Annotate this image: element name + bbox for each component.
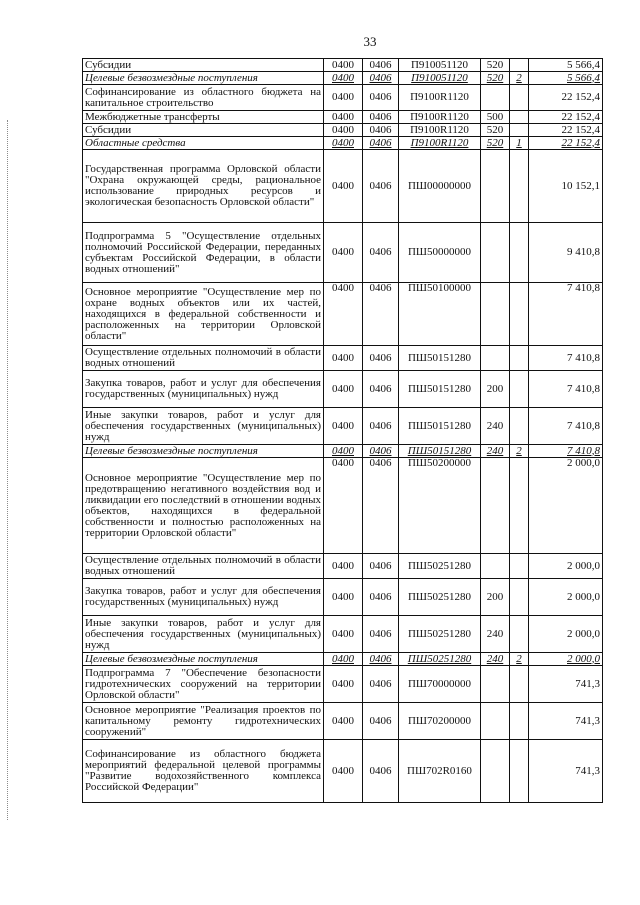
row-name: Государственная программа Орловской области "Охрана окружающей среды, рациональное использование природных ресурсов и экологическая безопасность Орловской области" [83,150,324,223]
row-subsection-code: 0406 [363,85,399,111]
row-funding-source [510,408,529,445]
row-section-code: 0400 [324,458,363,554]
row-name: Закупка товаров, работ и услуг для обеспечения государственных (муниципальных) нужд [83,371,324,408]
row-subsection-code: 0406 [363,554,399,579]
row-funding-source [510,223,529,283]
row-section-code: 0400 [324,579,363,616]
row-target-article: ПШ50251280 [399,616,481,653]
row-expense-type [481,666,510,703]
row-section-code: 0400 [324,666,363,703]
row-name: Основное мероприятие "Осуществление мер по предотвращению негативного воздействия вод и ликвидации его последствий в отношении водных объектов, находящихся в федеральной собственности и полностью расположенных на территории Орловской области" [83,458,324,554]
table-row [83,579,603,616]
row-subsection-code: 0406 [363,137,399,150]
row-amount: 2 000,0 [529,616,603,653]
table-row [83,137,603,150]
row-expense-type [481,283,510,346]
row-expense-type [481,740,510,803]
row-expense-type [481,150,510,223]
row-section-code: 0400 [324,72,363,85]
row-expense-type: 240 [481,445,510,458]
row-section-code: 0400 [324,616,363,653]
row-amount: 741,3 [529,740,603,803]
table-row [83,124,603,137]
table-row [83,653,603,666]
row-name: Иные закупки товаров, работ и услуг для обеспечения государственных (муниципальных) нужд [83,408,324,445]
row-subsection-code: 0406 [363,445,399,458]
row-funding-source [510,579,529,616]
row-funding-source [510,554,529,579]
row-subsection-code: 0406 [363,111,399,124]
row-section-code: 0400 [324,150,363,223]
row-name: Иные закупки товаров, работ и услуг для обеспечения государственных (муниципальных) нужд [83,616,324,653]
row-amount: 7 410,8 [529,408,603,445]
row-expense-type [481,223,510,283]
row-name: Целевые безвозмездные поступления [83,72,324,85]
row-amount: 2 000,0 [529,579,603,616]
row-subsection-code: 0406 [363,458,399,554]
row-subsection-code: 0406 [363,666,399,703]
row-section-code: 0400 [324,445,363,458]
row-section-code: 0400 [324,124,363,137]
row-name: Субсидии [83,59,324,72]
row-funding-source [510,703,529,740]
row-section-code: 0400 [324,653,363,666]
row-section-code: 0400 [324,223,363,283]
row-expense-type [481,346,510,371]
row-name: Целевые безвозмездные поступления [83,653,324,666]
table-row [83,458,603,554]
budget-table [82,58,603,803]
row-funding-source: 2 [510,653,529,666]
row-funding-source: 2 [510,72,529,85]
row-subsection-code: 0406 [363,223,399,283]
row-section-code: 0400 [324,346,363,371]
row-target-article: ПШ50251280 [399,653,481,666]
row-subsection-code: 0406 [363,124,399,137]
row-target-article: ПШ70000000 [399,666,481,703]
row-expense-type [481,703,510,740]
table-row [83,554,603,579]
row-target-article: ПШ00000000 [399,150,481,223]
table-row [83,703,603,740]
row-amount: 2 000,0 [529,554,603,579]
binding-margin-line [7,120,8,820]
row-target-article: П9100R1120 [399,85,481,111]
row-target-article: П9100R1120 [399,111,481,124]
table-row [83,666,603,703]
row-target-article: ПШ50151280 [399,346,481,371]
table-row [83,283,603,346]
row-section-code: 0400 [324,59,363,72]
row-target-article: ПШ50151280 [399,408,481,445]
row-funding-source [510,124,529,137]
row-section-code: 0400 [324,740,363,803]
row-section-code: 0400 [324,371,363,408]
row-target-article: П9100R1120 [399,137,481,150]
row-name: Основное мероприятие "Осуществление мер по охране водных объектов или их частей, находящихся в федеральной собственности и расположенных на территории Орловской области" [83,283,324,346]
row-subsection-code: 0406 [363,283,399,346]
row-name: Субсидии [83,124,324,137]
row-subsection-code: 0406 [363,740,399,803]
row-subsection-code: 0406 [363,59,399,72]
row-expense-type: 520 [481,137,510,150]
row-section-code: 0400 [324,283,363,346]
row-section-code: 0400 [324,554,363,579]
row-subsection-code: 0406 [363,579,399,616]
table-row [83,111,603,124]
row-subsection-code: 0406 [363,616,399,653]
row-expense-type: 520 [481,59,510,72]
row-funding-source [510,283,529,346]
row-name: Софинансирование из областного бюджета мероприятий федеральной целевой программы "Развитие водохозяйственного комплекса Российской Федерации" [83,740,324,803]
table-row [83,59,603,72]
row-subsection-code: 0406 [363,653,399,666]
row-target-article: ПШ50000000 [399,223,481,283]
row-subsection-code: 0406 [363,346,399,371]
row-expense-type: 200 [481,579,510,616]
table-row [83,371,603,408]
row-expense-type: 240 [481,408,510,445]
row-expense-type [481,458,510,554]
row-name: Подпрограмма 5 "Осуществление отдельных полномочий Российской Федерации, переданных субъектам Российской Федерации, в области водных отношений" [83,223,324,283]
row-amount: 2 000,0 [529,458,603,554]
row-target-article: П9100R1120 [399,124,481,137]
row-funding-source [510,85,529,111]
row-expense-type [481,85,510,111]
row-funding-source [510,111,529,124]
row-amount: 741,3 [529,703,603,740]
row-expense-type: 240 [481,616,510,653]
row-section-code: 0400 [324,703,363,740]
row-target-article: ПШ50151280 [399,445,481,458]
row-target-article: ПШ50100000 [399,283,481,346]
row-target-article: ПШ50251280 [399,554,481,579]
row-funding-source [510,740,529,803]
row-subsection-code: 0406 [363,703,399,740]
row-expense-type: 520 [481,72,510,85]
row-amount: 2 000,0 [529,653,603,666]
table-row [83,150,603,223]
row-subsection-code: 0406 [363,408,399,445]
row-section-code: 0400 [324,408,363,445]
row-name: Осуществление отдельных полномочий в области водных отношений [83,554,324,579]
row-name: Межбюджетные трансферты [83,111,324,124]
row-section-code: 0400 [324,85,363,111]
row-section-code: 0400 [324,111,363,124]
row-target-article: ПШ50151280 [399,371,481,408]
row-subsection-code: 0406 [363,72,399,85]
row-name: Закупка товаров, работ и услуг для обеспечения государственных (муниципальных) нужд [83,579,324,616]
row-amount: 7 410,8 [529,346,603,371]
table-row [83,223,603,283]
row-target-article: ПШ50200000 [399,458,481,554]
row-funding-source: 1 [510,137,529,150]
row-expense-type [481,554,510,579]
table-row [83,85,603,111]
row-amount: 7 410,8 [529,283,603,346]
row-expense-type: 240 [481,653,510,666]
row-funding-source [510,616,529,653]
table-row [83,616,603,653]
row-target-article: П910051120 [399,59,481,72]
row-funding-source [510,458,529,554]
row-amount: 741,3 [529,666,603,703]
row-subsection-code: 0406 [363,150,399,223]
row-expense-type: 520 [481,124,510,137]
row-funding-source [510,371,529,408]
row-name: Осуществление отдельных полномочий в области водных отношений [83,346,324,371]
row-target-article: П910051120 [399,72,481,85]
row-name: Целевые безвозмездные поступления [83,445,324,458]
table-row [83,445,603,458]
row-funding-source: 2 [510,445,529,458]
table-row [83,72,603,85]
table-row [83,346,603,371]
table-row [83,408,603,445]
row-section-code: 0400 [324,137,363,150]
row-amount: 22 152,4 [529,137,603,150]
row-amount: 7 410,8 [529,371,603,408]
row-funding-source [510,346,529,371]
row-funding-source [510,150,529,223]
row-target-article: ПШ50251280 [399,579,481,616]
row-amount: 9 410,8 [529,223,603,283]
row-amount: 22 152,4 [529,85,603,111]
row-funding-source [510,59,529,72]
row-target-article: ПШ70200000 [399,703,481,740]
row-name: Подпрограмма 7 "Обеспечение безопасности гидротехнических сооружений на территории Орловской области" [83,666,324,703]
row-amount: 22 152,4 [529,111,603,124]
row-expense-type: 200 [481,371,510,408]
row-amount: 5 566,4 [529,72,603,85]
row-expense-type: 500 [481,111,510,124]
row-amount: 7 410,8 [529,445,603,458]
row-amount: 22 152,4 [529,124,603,137]
row-target-article: ПШ702R0160 [399,740,481,803]
row-amount: 10 152,1 [529,150,603,223]
page-number: 33 [363,34,377,49]
row-amount: 5 566,4 [529,59,603,72]
table-row [83,740,603,803]
row-subsection-code: 0406 [363,371,399,408]
row-name: Основное мероприятие "Реализация проектов по капитальному ремонту гидротехнических сооружений" [83,703,324,740]
row-name: Областные средства [83,137,324,150]
row-name: Софинансирование из областного бюджета на капитальное строительство [83,85,324,111]
row-funding-source [510,666,529,703]
